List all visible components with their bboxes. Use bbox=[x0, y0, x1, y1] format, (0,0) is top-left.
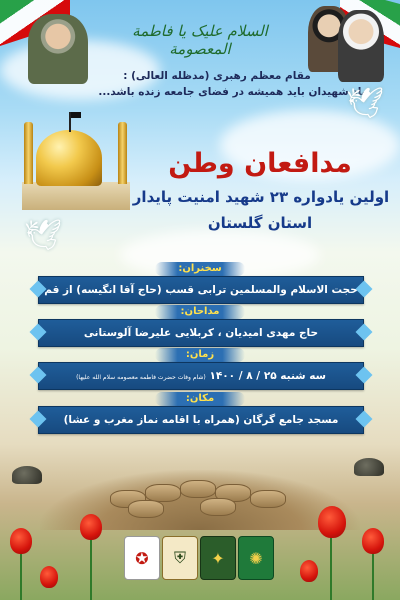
emblem-logo: ✺ bbox=[238, 536, 274, 580]
quote-attribution: مقام معظم رهبری (مدظله العالی) : bbox=[123, 70, 311, 82]
subtitle-line2: استان گلستان bbox=[207, 214, 313, 232]
sandbag bbox=[250, 490, 286, 508]
speakers-text: حجت الاسلام والمسلمین ترابی قسب (حاج آقا انگیسه) از قم bbox=[44, 284, 358, 296]
time-note: (شام وفات حضرت فاطمه معصومه سلام الله علیها) bbox=[76, 374, 206, 381]
subtitle-line1: اولین یادواره ۲۳ شهید امنیت پایدار bbox=[132, 188, 390, 206]
time-text: سه شنبه ۲۵ / ۸ / ۱۴۰۰ bbox=[209, 370, 326, 382]
place-text: مسجد جامع گرگان (همراه با اقامه نماز مغرب و عشا) bbox=[63, 414, 339, 426]
landmine-icon bbox=[354, 458, 384, 476]
place-panel bbox=[38, 406, 364, 434]
sandbag bbox=[200, 498, 236, 516]
tulip-icon bbox=[10, 528, 32, 554]
sandbag bbox=[180, 480, 216, 498]
leader-portrait-2 bbox=[338, 10, 384, 82]
tulip-icon bbox=[300, 560, 318, 582]
speakers-label: سخنران: bbox=[155, 262, 245, 276]
sandbag bbox=[128, 500, 164, 518]
eulogists-panel bbox=[38, 319, 364, 347]
emblem-logo: ✦ bbox=[200, 536, 236, 580]
dove-icon: 🕊 bbox=[24, 218, 63, 253]
eulogists-text: حاج مهدی امیدیان ، کربلایی علیرضا آلوستانی bbox=[83, 327, 319, 339]
tulip-icon bbox=[40, 566, 58, 588]
shrine-image bbox=[22, 112, 130, 212]
calligraphy-greeting: السلام علیک یا فاطمة المعصومة bbox=[132, 22, 268, 58]
tulip-icon bbox=[80, 514, 102, 540]
eulogists-label: مداحان: bbox=[155, 305, 245, 319]
emblem-logo: ✪ bbox=[124, 536, 160, 580]
emblem-logo: ⛨ bbox=[162, 536, 198, 580]
time-panel bbox=[38, 362, 364, 390]
main-title: مدافعان وطن bbox=[168, 148, 352, 179]
tulip-icon bbox=[318, 506, 346, 538]
place-label: مکان: bbox=[155, 392, 245, 406]
speakers-panel bbox=[38, 276, 364, 304]
martyr-portrait bbox=[28, 14, 88, 84]
landmine-icon bbox=[12, 466, 42, 484]
tulip-icon bbox=[362, 528, 384, 554]
dove-icon: 🕊 bbox=[346, 86, 385, 121]
quote-text: یاد شهیدان باید همیشه در فضای جامعه زنده باشد... bbox=[98, 86, 366, 98]
time-label: زمان: bbox=[155, 348, 245, 362]
